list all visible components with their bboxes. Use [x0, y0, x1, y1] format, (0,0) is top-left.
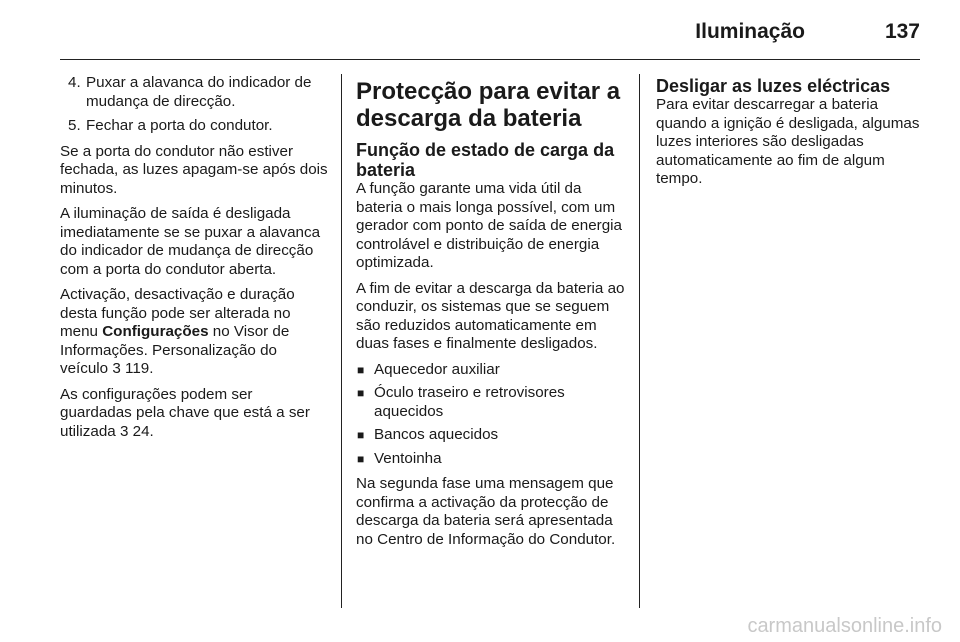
step-text: Puxar a alavanca do indicador de mudança de direcção.	[86, 74, 312, 110]
list-item: ■ Ventoinha	[356, 450, 626, 469]
settings-text-b: no Visor de Informações. Personalização do veículo	[60, 323, 290, 377]
step-5	[60, 117, 328, 136]
list-item: ■ Aquecedor auxiliar	[356, 361, 626, 380]
step-4	[60, 74, 328, 111]
step-number: 5.	[68, 117, 81, 134]
watermark: carmanualsonline.info	[747, 615, 942, 637]
page-reference[interactable]: 119.	[120, 360, 154, 377]
reduced-systems-list	[356, 361, 626, 469]
list-item: ■ Óculo traseiro e retrovisores aquecidos	[356, 384, 626, 421]
page-reference-icon[interactable]: 3	[112, 360, 121, 377]
paragraph-exit-lighting: A iluminação de saída é desligada imediatamente se se puxar a alavanca do indicador de mudança de direcção com a porta do condutor aberta.	[60, 205, 321, 278]
key-memory-text: As configurações podem ser guardadas pela chave que está a ser utilizada	[60, 385, 310, 440]
column-2	[356, 74, 626, 556]
paragraph-settings	[60, 286, 328, 379]
column-1	[60, 74, 328, 448]
section-title: Iluminação	[695, 20, 805, 43]
paragraph-door-open: Se a porta do condutor não estiver fechada, as luzes apagam-se após dois minutos.	[60, 142, 328, 197]
header-rule	[60, 59, 920, 60]
settings-menu-name: Configurações	[102, 323, 209, 340]
subsection-heading: Função de estado de carga da bateria	[356, 140, 615, 180]
page-header	[60, 20, 920, 50]
paragraph-key-memory	[60, 386, 328, 442]
paragraph-electric-lights: Para evitar descarregar a bateria quando a ignição é desligada, algumas luzes interiores são desligadas automaticamente ao fim de algum tempo.	[656, 96, 920, 187]
paragraph-battery-discharge: A fim de evitar a descarga da bateria ao conduzir, os sistemas que se seguem são reduzidos automaticamente em duas fases e finalmente desligados.	[356, 279, 625, 352]
page-reference[interactable]: 24.	[128, 422, 154, 440]
step-text: Fechar a porta do condutor.	[86, 117, 273, 134]
subsection-heading: Desligar as luzes eléctricas	[656, 76, 891, 96]
step-number: 4.	[68, 74, 81, 91]
page-number: 137	[884, 20, 920, 43]
paragraph-battery-function: A função garante uma vida útil da bateria o mais longa possível, com um gerador com ponto de saída de energia controlável e distribuição de energia optimizada.	[356, 180, 622, 271]
settings-text-a: Activação, desactivação e duração desta função pode ser alterada no menu	[60, 286, 295, 340]
column-divider	[341, 74, 342, 608]
column-divider	[639, 74, 640, 608]
paragraph-second-phase: Na segunda fase uma mensagem que confirma a activação da protecção de descarga da bateria será apresentada no Centro de Informação do Condutor.	[356, 475, 616, 548]
page-reference-icon[interactable]: 3	[119, 422, 129, 440]
column-3	[656, 74, 924, 196]
section-heading: Protecção para evitar a descarga da bateria	[356, 78, 621, 132]
steps-list	[60, 74, 328, 136]
list-item: ■ Bancos aquecidos	[356, 426, 626, 445]
